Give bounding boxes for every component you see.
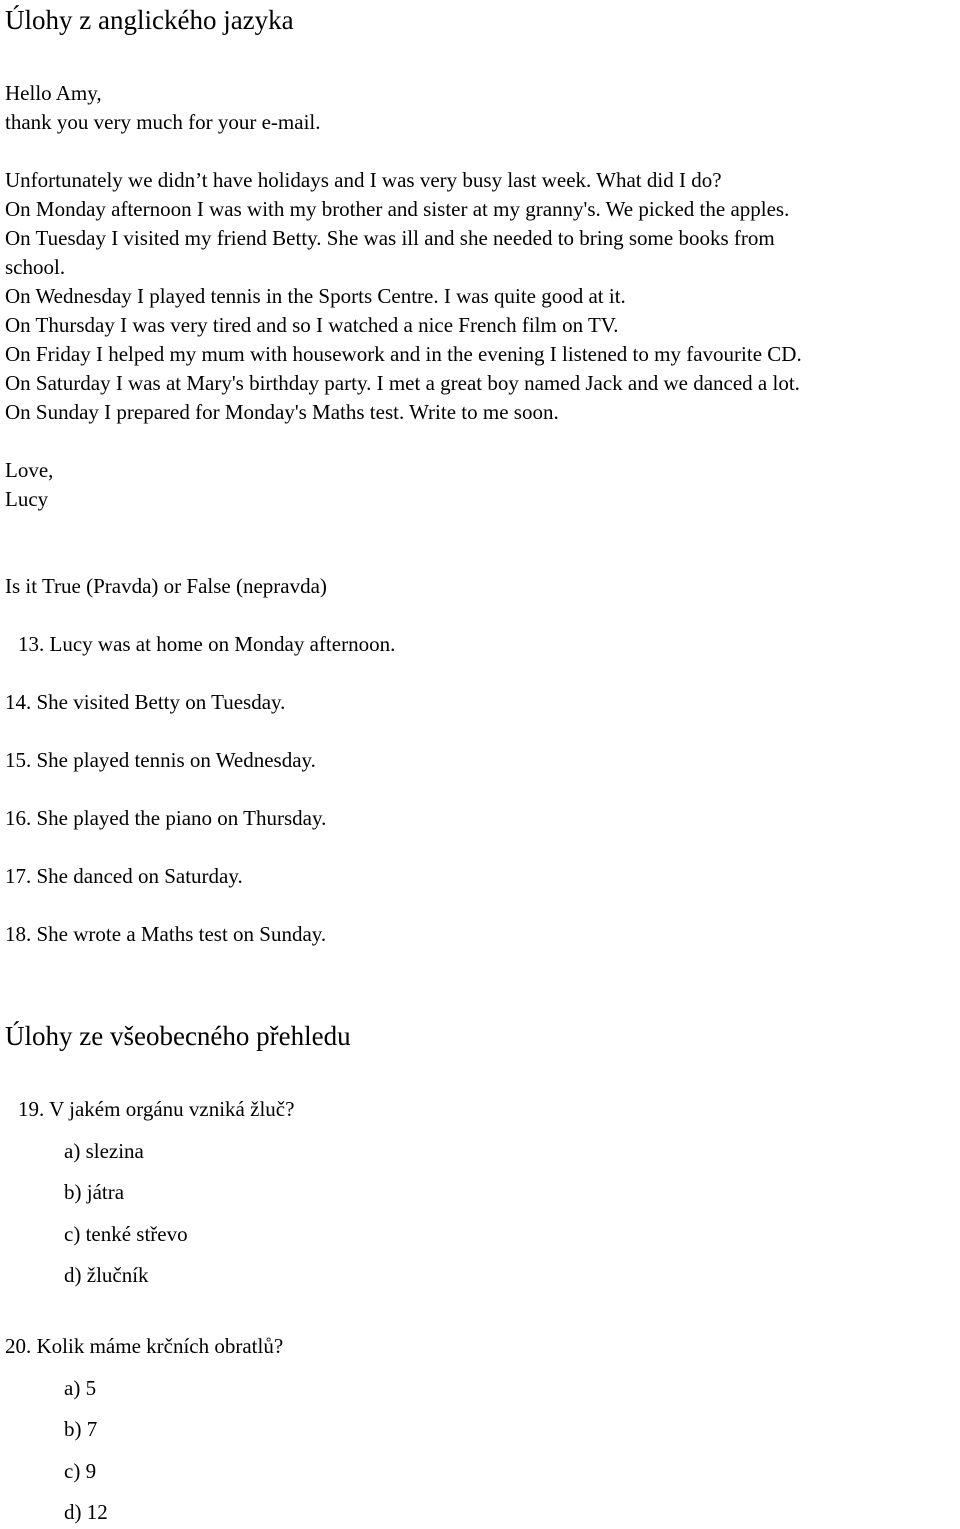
task-title: Is it True (Pravda) or False (nepravda) <box>5 574 327 598</box>
letter-line: On Monday afternoon I was with my brother and sister at my granny's. We picked the apples. <box>5 197 790 221</box>
statement-item: 16. She played the piano on Thursday. <box>5 806 327 830</box>
statement-item: 13. Lucy was at home on Monday afternoon. <box>18 632 396 656</box>
question-19: 19. V jakém orgánu vzniká žluč? <box>18 1097 295 1121</box>
letter-signature: Lucy <box>5 487 49 511</box>
statement-item: 15. She played tennis on Wednesday. <box>5 748 316 772</box>
letter-line-thanks: thank you very much for your e-mail. <box>5 110 321 134</box>
question-20: 20. Kolik máme krčních obratlů? <box>5 1334 284 1358</box>
option-item: c) tenké střevo <box>64 1222 188 1246</box>
letter-greeting: Hello Amy, <box>5 81 102 105</box>
statement-item: 14. She visited Betty on Tuesday. <box>5 690 286 714</box>
option-item: c) 9 <box>64 1459 97 1483</box>
option-item: a) 5 <box>64 1376 97 1400</box>
option-item: d) žlučník <box>64 1263 149 1287</box>
section-heading-english: Úlohy z anglického jazyka <box>5 5 294 35</box>
letter-line: On Sunday I prepared for Monday's Maths test. Write to me soon. <box>5 400 559 424</box>
section-heading-general: Úlohy ze všeobecného přehledu <box>5 1021 351 1051</box>
letter-line: school. <box>5 255 66 279</box>
option-item: d) 12 <box>64 1500 108 1524</box>
statement-item: 17. She danced on Saturday. <box>5 864 243 888</box>
letter-line: On Thursday I was very tired and so I watched a nice French film on TV. <box>5 313 619 337</box>
option-item: b) 7 <box>64 1417 98 1441</box>
letter-line: On Friday I helped my mum with housework and in the evening I listened to my favourite CD. <box>5 342 802 366</box>
letter-line: On Wednesday I played tennis in the Sports Centre. I was quite good at it. <box>5 284 626 308</box>
letter-closing: Love, <box>5 458 54 482</box>
letter-line: Unfortunately we didn’t have holidays and I was very busy last week. What did I do? <box>5 168 722 192</box>
option-item: a) slezina <box>64 1139 144 1163</box>
letter-line: On Saturday I was at Mary's birthday party. I met a great boy named Jack and we danced a lot. <box>5 371 800 395</box>
option-item: b) játra <box>64 1180 125 1204</box>
statement-item: 18. She wrote a Maths test on Sunday. <box>5 922 327 946</box>
letter-line: On Tuesday I visited my friend Betty. She was ill and she needed to bring some books from <box>5 226 775 250</box>
